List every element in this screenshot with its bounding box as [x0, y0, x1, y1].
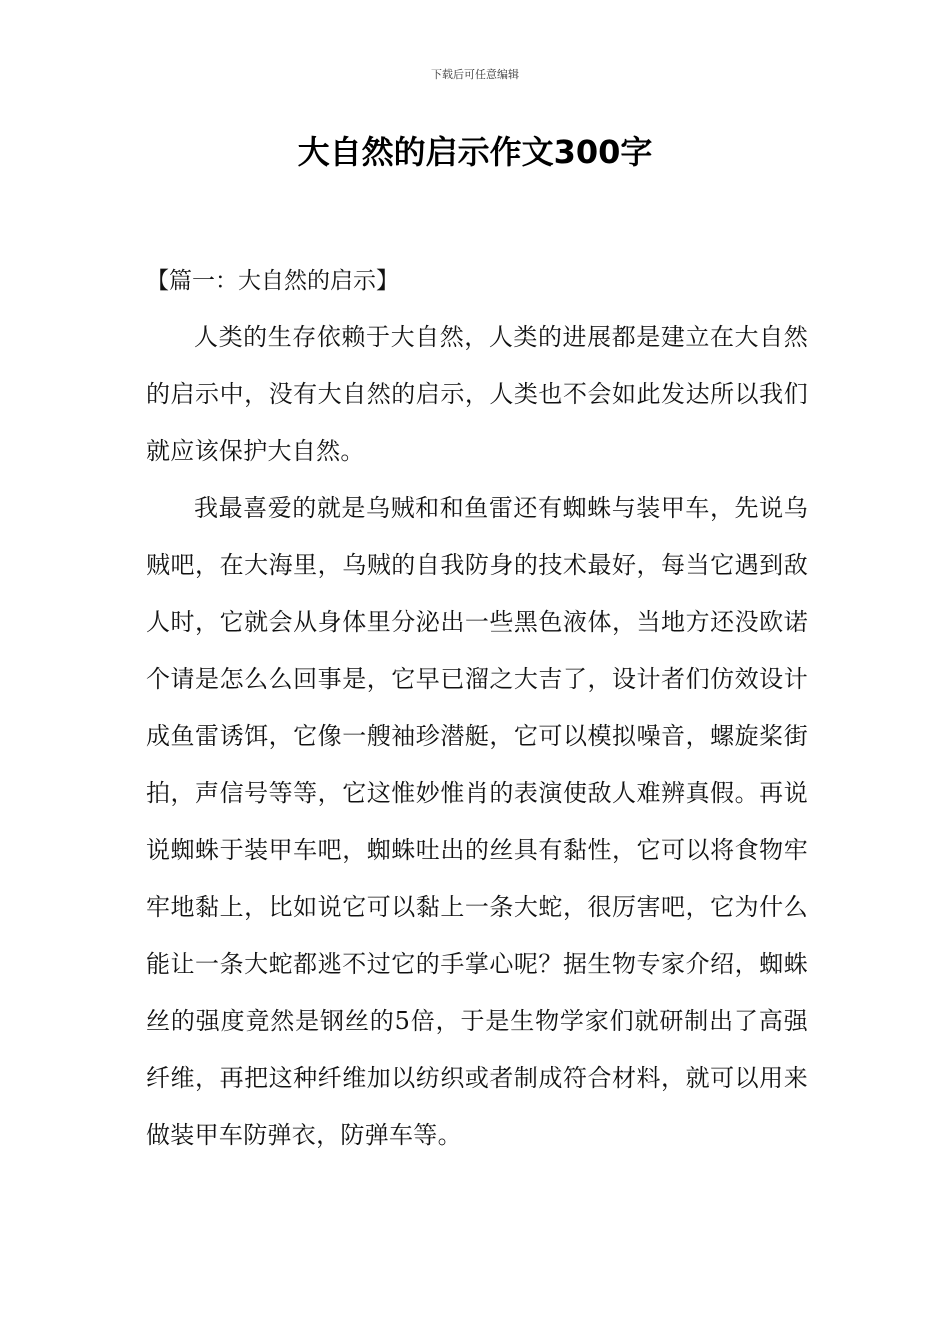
document-title: 大自然的启示作文300字	[297, 133, 653, 171]
section-heading: 【篇一：大自然的启示】	[146, 268, 399, 294]
body-paragraph: 我最喜爱的就是乌贼和和鱼雷还有蜘蛛与装甲车，先说乌贼吧，在大海里，乌贼的自我防身的技术最好，每当它遇到敌人时，它就会从身体里分泌出一些黑色液体，当地方还没欧诺个请是怎么么回事是，它早已溜之大吉了，设计者们仿效设计成鱼雷诱饵，它像一艘袖珍潜艇，它可以模拟噪音，螺旋桨街拍，声信号等等，它这惟妙惟肖的表演使敌人难辨真假。再说说蜘蛛于装甲车吧，蜘蛛吐出的丝具有黏性，它可以将食物牢牢地黏上，比如说它可以黏上一条大蛇，很厉害吧，它为什么能让一条大蛇都逃不过它的手掌心呢？据生物专家介绍，蜘蛛丝的强度竟然是钢丝的5倍，于是生物学家们就研制出了高强纤维，再把这种纤维加以纺织或者制成符合材料，就可以用来做装甲车防弹衣，防弹车等。	[146, 494, 808, 1149]
header-note: 下载后可任意编辑	[431, 68, 519, 81]
body-paragraph: 人类的生存依赖于大自然，人类的进展都是建立在大自然的启示中，没有大自然的启示，人类也不会如此发达所以我们就应该保护大自然。	[146, 323, 808, 465]
